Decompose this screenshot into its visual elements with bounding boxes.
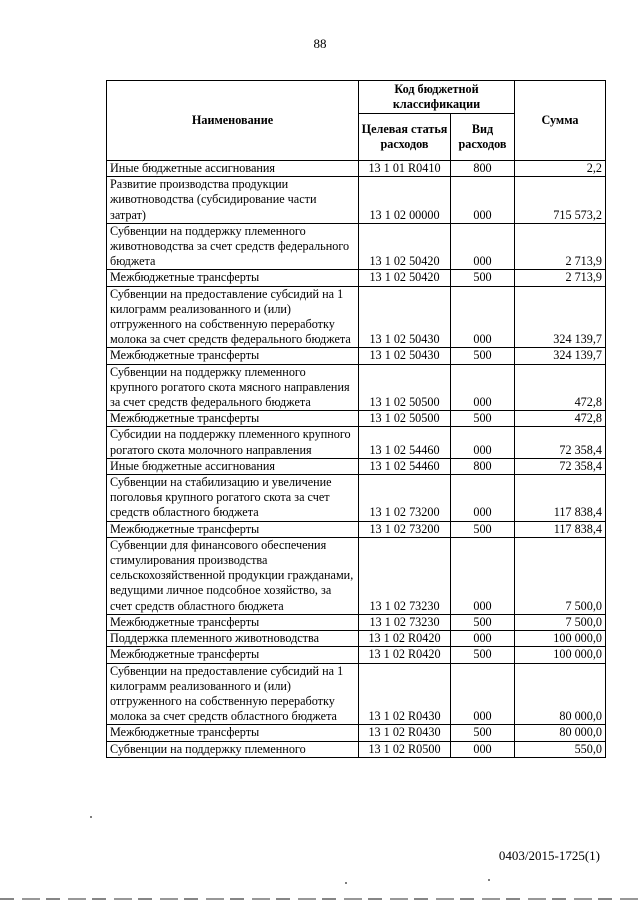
table-row [107, 647, 606, 663]
table-row [107, 458, 606, 474]
table-row [107, 537, 606, 614]
row-sum: 550,0 [515, 741, 606, 757]
row-expense-kind: 000 [451, 663, 515, 725]
row-name: Субвенции на предоставление субсидий на 1 килограмм реализованного и (или) отгруженного на собственную переработку молока за счет средств федерального бюджета [107, 286, 359, 348]
row-target-article: 13 1 02 54460 [359, 427, 451, 458]
table-row [107, 364, 606, 411]
row-sum: 100 000,0 [515, 631, 606, 647]
row-expense-kind: 500 [451, 411, 515, 427]
row-name: Межбюджетные трансферты [107, 614, 359, 630]
row-expense-kind: 500 [451, 348, 515, 364]
row-name: Межбюджетные трансферты [107, 270, 359, 286]
row-name: Межбюджетные трансферты [107, 725, 359, 741]
row-name: Межбюджетные трансферты [107, 411, 359, 427]
row-sum: 2,2 [515, 161, 606, 177]
row-sum: 100 000,0 [515, 647, 606, 663]
row-target-article: 13 1 02 50500 [359, 364, 451, 411]
table-row [107, 177, 606, 224]
header-name: Наименование [107, 81, 359, 161]
row-sum: 472,8 [515, 364, 606, 411]
row-expense-kind: 000 [451, 364, 515, 411]
table-row [107, 725, 606, 741]
row-target-article: 13 1 02 R0500 [359, 741, 451, 757]
table-row [107, 475, 606, 522]
document-code: 0403/2015-1725(1) [498, 848, 600, 863]
row-name: Развитие производства продукции животноводства (субсидирование части затрат) [107, 177, 359, 224]
row-target-article: 13 1 02 73230 [359, 614, 451, 630]
row-target-article: 13 1 02 00000 [359, 177, 451, 224]
table-row [107, 741, 606, 757]
row-sum: 80 000,0 [515, 725, 606, 741]
table-row [107, 614, 606, 630]
row-name: Субсидии на поддержку племенного крупного рогатого скота молочного направления [107, 427, 359, 458]
row-expense-kind: 000 [451, 177, 515, 224]
row-sum: 715 573,2 [515, 177, 606, 224]
row-expense-kind: 800 [451, 161, 515, 177]
table-row [107, 270, 606, 286]
row-sum: 72 358,4 [515, 458, 606, 474]
row-target-article: 13 1 02 R0420 [359, 647, 451, 663]
table-row [107, 223, 606, 270]
row-sum: 7 500,0 [515, 537, 606, 614]
table-row [107, 286, 606, 348]
row-expense-kind: 000 [451, 741, 515, 757]
table-header [107, 81, 606, 161]
header-classification: Код бюджетной классификации [359, 81, 515, 114]
header-sum: Сумма [515, 81, 606, 161]
row-name: Субвенции на предоставление субсидий на 1 килограмм реализованного и (или) отгруженного на собственную переработку молока за счет средств областного бюджета [107, 663, 359, 725]
table-body [107, 161, 606, 758]
table-row [107, 631, 606, 647]
row-target-article: 13 1 02 50430 [359, 348, 451, 364]
row-expense-kind: 000 [451, 537, 515, 614]
row-name: Субвенции на стабилизацию и увеличение поголовья крупного рогатого скота за счет средств областного бюджета [107, 475, 359, 522]
row-target-article: 13 1 02 R0430 [359, 663, 451, 725]
row-target-article: 13 1 02 73200 [359, 475, 451, 522]
table-row [107, 663, 606, 725]
row-target-article: 13 1 02 50430 [359, 286, 451, 348]
row-expense-kind: 000 [451, 286, 515, 348]
scan-artifact-line [0, 898, 640, 900]
row-target-article: 13 1 02 73230 [359, 537, 451, 614]
scan-speck [90, 816, 92, 818]
header-expense-kind: Вид расходов [451, 114, 515, 161]
row-sum: 80 000,0 [515, 663, 606, 725]
row-target-article: 13 1 02 50420 [359, 223, 451, 270]
row-name: Поддержка племенного животноводства [107, 631, 359, 647]
table-row [107, 427, 606, 458]
row-target-article: 13 1 02 73200 [359, 521, 451, 537]
row-name: Межбюджетные трансферты [107, 647, 359, 663]
row-expense-kind: 500 [451, 647, 515, 663]
row-expense-kind: 500 [451, 270, 515, 286]
budget-table [106, 80, 606, 758]
page-number: 88 [313, 36, 327, 51]
row-name: Иные бюджетные ассигнования [107, 161, 359, 177]
row-target-article: 13 1 02 R0430 [359, 725, 451, 741]
row-name: Иные бюджетные ассигнования [107, 458, 359, 474]
row-expense-kind: 800 [451, 458, 515, 474]
row-sum: 2 713,9 [515, 223, 606, 270]
row-sum: 72 358,4 [515, 427, 606, 458]
scan-speck [345, 882, 347, 884]
row-name: Субвенции на поддержку племенного животноводства за счет средств федерального бюджета [107, 223, 359, 270]
row-expense-kind: 500 [451, 614, 515, 630]
row-sum: 324 139,7 [515, 348, 606, 364]
row-expense-kind: 000 [451, 475, 515, 522]
scan-speck [488, 879, 490, 881]
table-row [107, 161, 606, 177]
row-name: Субвенции на поддержку племенного [107, 741, 359, 757]
row-sum: 472,8 [515, 411, 606, 427]
row-expense-kind: 000 [451, 427, 515, 458]
row-sum: 7 500,0 [515, 614, 606, 630]
table-row [107, 521, 606, 537]
row-sum: 117 838,4 [515, 521, 606, 537]
row-name: Субвенции на поддержку племенного крупного рогатого скота мясного направления за счет средств федерального бюджета [107, 364, 359, 411]
row-expense-kind: 000 [451, 631, 515, 647]
row-name: Межбюджетные трансферты [107, 521, 359, 537]
row-expense-kind: 500 [451, 725, 515, 741]
row-expense-kind: 500 [451, 521, 515, 537]
table-row [107, 348, 606, 364]
row-target-article: 13 1 01 R0410 [359, 161, 451, 177]
row-sum: 117 838,4 [515, 475, 606, 522]
row-target-article: 13 1 02 50420 [359, 270, 451, 286]
row-target-article: 13 1 02 R0420 [359, 631, 451, 647]
row-expense-kind: 000 [451, 223, 515, 270]
row-sum: 2 713,9 [515, 270, 606, 286]
table-row [107, 411, 606, 427]
row-name: Субвенции для финансового обеспечения стимулирования производства сельскохозяйственной продукции гражданами, ведущими личное подсобное хозяйство, за счет средств областного бюджета [107, 537, 359, 614]
row-name: Межбюджетные трансферты [107, 348, 359, 364]
row-sum: 324 139,7 [515, 286, 606, 348]
header-target-article: Целевая статья расходов [359, 114, 451, 161]
row-target-article: 13 1 02 54460 [359, 458, 451, 474]
row-target-article: 13 1 02 50500 [359, 411, 451, 427]
